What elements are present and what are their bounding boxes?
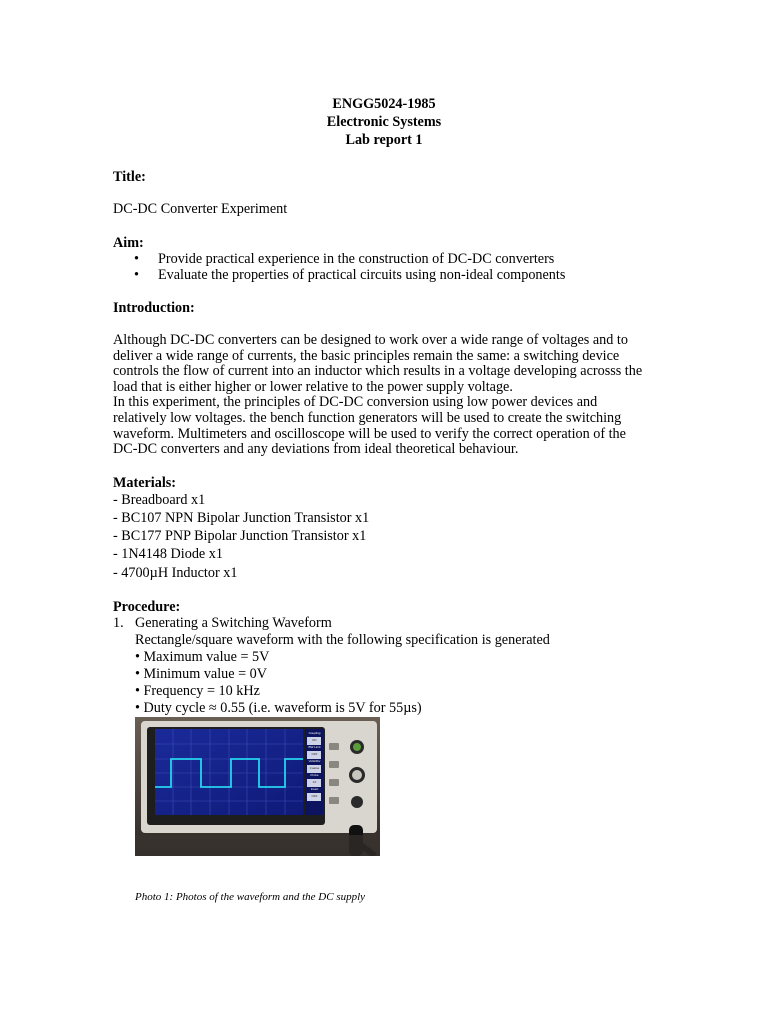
document-page [113, 95, 688, 903]
scope-label: OFF [311, 793, 318, 798]
oscilloscope-illustration [135, 717, 380, 856]
material-item: - 4700µH Inductor x1 [113, 564, 238, 581]
bullet-glyph: • [134, 267, 139, 283]
materials-heading: Materials: [113, 474, 177, 491]
step-description: Rectangle/square waveform with the following specification is generated [135, 631, 550, 648]
scope-label: 1X [312, 779, 317, 784]
scope-menu-labels [306, 730, 323, 800]
intro-line: deliver a wide range of currents, the basic principles remain the same: a switching device [113, 347, 620, 364]
intro-line: waveform. Multimeters and oscilloscope will be used to verify the correct operation of the [113, 425, 626, 442]
scope-label: Volts/Div [308, 758, 321, 763]
scope-label: Probe [310, 772, 319, 777]
scope-label: Coupling [308, 730, 321, 735]
aim-item: • Provide practical experience in the construction of DC-DC converters [134, 251, 555, 267]
material-item: - 1N4148 Diode x1 [113, 546, 223, 563]
aim-heading: Aim: [113, 235, 144, 251]
spec-item: • Maximum value = 5V [135, 648, 270, 665]
intro-line: Although DC-DC converters can be designed to work over a wide range of voltages and to [113, 332, 628, 348]
subject-title: Electronic Systems [326, 114, 442, 130]
aim-item: • Evaluate the properties of practical circuits using non-ideal components [134, 267, 566, 283]
photo-caption: Photo 1: Photos of the waveform and the DC supply [135, 890, 366, 903]
material-item: - BC177 PNP Bipolar Junction Transistor x1 [113, 528, 367, 545]
report-title: Lab report 1 [345, 132, 423, 148]
material-item: - Breadboard x1 [113, 491, 206, 508]
step-number: 1. [113, 614, 124, 631]
bullet-glyph: • [134, 251, 139, 267]
scope-label: Coarse [309, 765, 320, 770]
oscilloscope-photo [135, 717, 380, 856]
course-code: ENGG5024-1985 [332, 96, 436, 112]
introduction-heading: Introduction: [113, 300, 195, 316]
intro-line: DC-DC converters and any deviations from ideal theoretical behaviour. [113, 441, 519, 458]
intro-line: In this experiment, the principles of DC-DC conversion using low power devices and [113, 394, 598, 411]
scope-label: BW Limit [308, 744, 321, 749]
intro-line: relatively low voltages. the bench function generators will be used to create the switching [113, 409, 622, 426]
scope-label: DC [312, 737, 317, 742]
document-header [113, 95, 655, 149]
introduction-paragraph [113, 333, 688, 458]
photo-block [113, 717, 688, 903]
procedure-heading: Procedure: [113, 598, 181, 615]
material-item: - BC107 NPN Bipolar Junction Transistor x1 [113, 509, 370, 526]
intro-line: controls the flow of current into an inductor which results in a voltage developing acrosss the [113, 363, 643, 380]
intro-line: load that is either higher or lower relative to the power supply voltage. [113, 378, 513, 395]
spec-item: • Frequency = 10 kHz [135, 682, 260, 699]
scope-label: Invert [310, 786, 319, 791]
title-text: DC-DC Converter Experiment [113, 201, 288, 217]
materials-list [113, 491, 688, 582]
step-title: Generating a Switching Waveform [135, 614, 332, 631]
spec-item: • Minimum value = 0V [135, 665, 267, 682]
spec-item: • Duty cycle ≈ 0.55 (i.e. waveform is 5V for 55µs) [135, 699, 422, 716]
title-heading: Title: [113, 169, 146, 185]
procedure-step [113, 615, 688, 632]
scope-label: OFF [311, 751, 318, 756]
